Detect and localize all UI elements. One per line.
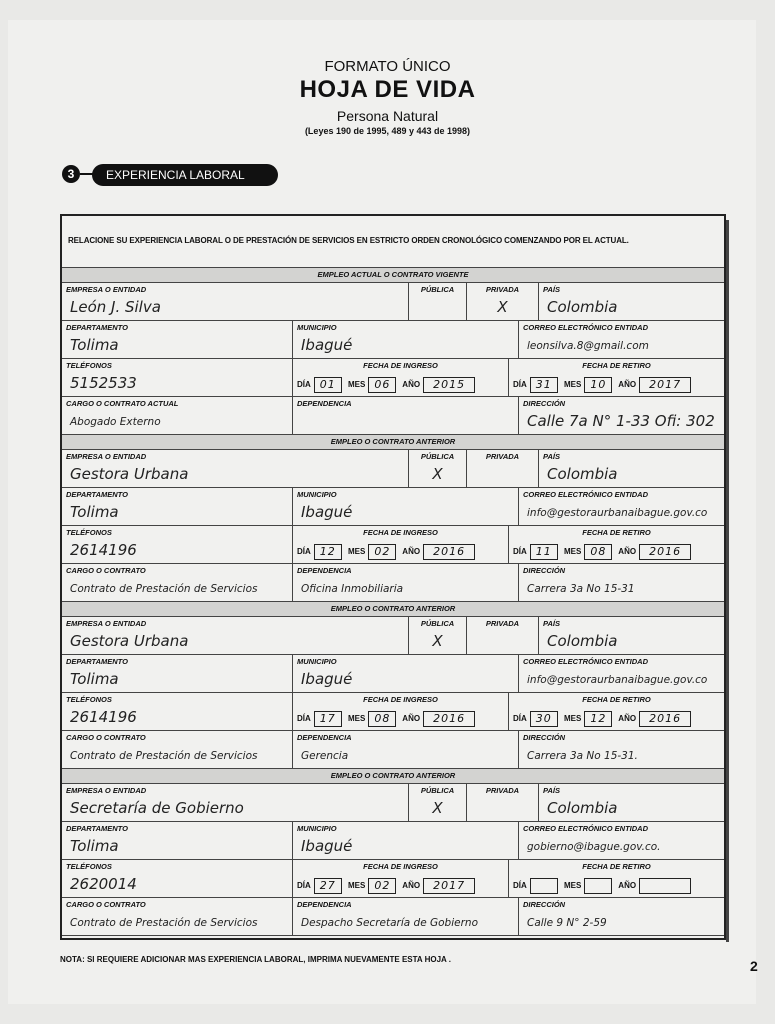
- pais-field[interactable]: [538, 616, 724, 654]
- field-label: PRIVADA: [485, 452, 520, 461]
- field-label: DEPENDENCIA: [297, 399, 352, 408]
- form-row: [62, 692, 724, 731]
- year-box: 2017: [639, 377, 691, 393]
- field-label: PAÍS: [543, 285, 560, 294]
- year-box: 2017: [423, 878, 475, 894]
- direccion-field[interactable]: [518, 396, 724, 434]
- field-label: PAÍS: [543, 452, 560, 461]
- publica-field[interactable]: [408, 783, 466, 821]
- field-label: FECHA DE RETIRO: [582, 695, 651, 704]
- form-title: HOJA DE VIDA: [299, 76, 476, 103]
- privada-field[interactable]: [466, 282, 538, 320]
- day-box: 01: [314, 377, 342, 393]
- form-row: [62, 783, 724, 822]
- date-line: DÍA 01 MES 06 AÑO 2015: [297, 377, 479, 393]
- field-value: Oficina Inmobiliaria: [301, 583, 404, 595]
- correo-field[interactable]: [518, 487, 724, 525]
- field-label: TELÉFONOS: [66, 862, 112, 871]
- day-box: 27: [314, 878, 342, 894]
- empresa-field[interactable]: [62, 449, 408, 487]
- year-box: 2016: [639, 711, 691, 727]
- field-value: Despacho Secretaría de Gobierno: [301, 917, 478, 929]
- direccion-field[interactable]: [518, 730, 724, 768]
- date-line: DÍA MES AÑO: [513, 878, 695, 894]
- field-label: PAÍS: [543, 619, 560, 628]
- empresa-field[interactable]: [62, 616, 408, 654]
- form-row: [62, 487, 724, 526]
- field-value: Gestora Urbana: [70, 465, 189, 483]
- field-label: MUNICIPIO: [297, 824, 337, 833]
- empresa-field[interactable]: [62, 783, 408, 821]
- date-line: DÍA 30 MES 12 AÑO 2016: [513, 711, 695, 727]
- field-value: Gestora Urbana: [70, 632, 189, 650]
- municipio-field[interactable]: [292, 487, 518, 525]
- month-box: 08: [584, 544, 612, 560]
- field-label: EMPRESA O ENTIDAD: [66, 619, 147, 628]
- dependencia-field[interactable]: [292, 396, 518, 434]
- form-row: [62, 563, 724, 602]
- municipio-field[interactable]: [292, 821, 518, 859]
- field-value: 2620014: [70, 875, 137, 893]
- page-number: 2: [750, 958, 758, 974]
- form-row: [62, 282, 724, 321]
- field-label: CARGO O CONTRATO ACTUAL: [66, 399, 179, 408]
- form-type: FORMATO ÚNICO: [324, 58, 451, 75]
- dependencia-field[interactable]: [292, 730, 518, 768]
- day-box: 31: [530, 377, 558, 393]
- publica-field[interactable]: [408, 616, 466, 654]
- field-label: CORREO ELECTRÓNICO ENTIDAD: [523, 490, 649, 499]
- field-value: Contrato de Prestación de Servicios: [70, 750, 258, 762]
- field-label: FECHA DE RETIRO: [582, 862, 651, 871]
- cargo-field[interactable]: [62, 897, 292, 935]
- pais-field[interactable]: [538, 783, 724, 821]
- form-shadow: [726, 220, 729, 942]
- dependencia-field[interactable]: [292, 897, 518, 935]
- field-label: MUNICIPIO: [297, 490, 337, 499]
- field-label: EMPRESA O ENTIDAD: [66, 285, 147, 294]
- pais-field[interactable]: [538, 449, 724, 487]
- month-box: 10: [584, 377, 612, 393]
- field-value: Tolima: [70, 837, 119, 855]
- date-line: DÍA 12 MES 02 AÑO 2016: [297, 544, 479, 560]
- form-row: [62, 897, 724, 936]
- field-value: Abogado Externo: [70, 416, 161, 428]
- day-box: [530, 878, 558, 894]
- publica-field[interactable]: [408, 282, 466, 320]
- month-box: 02: [368, 544, 396, 560]
- fecha-retiro-field[interactable]: [508, 859, 724, 897]
- form-row: [62, 730, 724, 769]
- day-box: 12: [314, 544, 342, 560]
- publica-field[interactable]: [408, 449, 466, 487]
- field-value: X: [497, 298, 508, 316]
- form-row: [62, 654, 724, 693]
- field-value: León J. Silva: [70, 298, 161, 316]
- departamento-field[interactable]: [62, 487, 292, 525]
- day-box: 11: [530, 544, 558, 560]
- field-label: DEPENDENCIA: [297, 566, 352, 575]
- telefonos-field[interactable]: [62, 692, 292, 730]
- field-label: PRIVADA: [485, 786, 520, 795]
- correo-field[interactable]: [518, 654, 724, 692]
- job-band: EMPLEO O CONTRATO ANTERIOR: [62, 602, 724, 617]
- experience-form: [60, 214, 726, 940]
- field-label: TELÉFONOS: [66, 528, 112, 537]
- field-label: DEPARTAMENTO: [66, 657, 128, 666]
- field-label: CARGO O CONTRATO: [66, 566, 146, 575]
- direccion-field[interactable]: [518, 563, 724, 601]
- field-label: CARGO O CONTRATO: [66, 733, 146, 742]
- field-value: Colombia: [547, 465, 618, 483]
- direccion-field[interactable]: [518, 897, 724, 935]
- field-label: CORREO ELECTRÓNICO ENTIDAD: [523, 323, 649, 332]
- year-box: 2016: [639, 544, 691, 560]
- privada-field[interactable]: [466, 449, 538, 487]
- field-value: Ibagué: [301, 670, 353, 688]
- telefonos-field[interactable]: [62, 525, 292, 563]
- telefonos-field[interactable]: [62, 859, 292, 897]
- field-label: MUNICIPIO: [297, 657, 337, 666]
- field-value: Secretaría de Gobierno: [70, 799, 244, 817]
- field-label: DEPARTAMENTO: [66, 824, 128, 833]
- field-value: leonsilva.8@gmail.com: [527, 340, 649, 352]
- field-label: FECHA DE RETIRO: [582, 528, 651, 537]
- job-band: EMPLEO O CONTRATO ANTERIOR: [62, 769, 724, 784]
- field-value: 2614196: [70, 541, 137, 559]
- year-box: 2016: [423, 544, 475, 560]
- field-label: FECHA DE INGRESO: [363, 695, 438, 704]
- form-subtitle: Persona Natural: [336, 108, 439, 124]
- form-row: [62, 320, 724, 359]
- field-label: PÚBLICA: [420, 452, 455, 461]
- cargo-field[interactable]: [62, 396, 292, 434]
- form-row: [62, 449, 724, 488]
- form-row: [62, 859, 724, 898]
- field-value: X: [432, 632, 443, 650]
- year-box: [639, 878, 691, 894]
- job-block: [62, 769, 724, 936]
- job-block: [62, 435, 724, 602]
- section-number: 3: [62, 165, 80, 183]
- fecha-retiro-field[interactable]: [508, 525, 724, 563]
- field-label: TELÉFONOS: [66, 695, 112, 704]
- field-value: Contrato de Prestación de Servicios: [70, 917, 258, 929]
- field-label: DEPENDENCIA: [297, 733, 352, 742]
- field-label: PÚBLICA: [420, 285, 455, 294]
- field-label: DEPARTAMENTO: [66, 323, 128, 332]
- year-box: 2015: [423, 377, 475, 393]
- field-label: PRIVADA: [485, 285, 520, 294]
- departamento-field[interactable]: [62, 654, 292, 692]
- field-label: PÚBLICA: [420, 619, 455, 628]
- field-label: PRIVADA: [485, 619, 520, 628]
- fecha-ingreso-field[interactable]: [292, 525, 508, 563]
- field-label: EMPRESA O ENTIDAD: [66, 786, 147, 795]
- section-title: EXPERIENCIA LABORAL: [92, 164, 278, 186]
- pais-field[interactable]: [538, 282, 724, 320]
- date-line: DÍA 31 MES 10 AÑO 2017: [513, 377, 695, 393]
- dependencia-field[interactable]: [292, 563, 518, 601]
- form-laws: (Leyes 190 de 1995, 489 y 443 de 1998): [304, 126, 471, 136]
- cargo-field[interactable]: [62, 730, 292, 768]
- form-row: [62, 821, 724, 860]
- month-box: [584, 878, 612, 894]
- field-value: Tolima: [70, 670, 119, 688]
- field-value: Ibagué: [301, 503, 353, 521]
- municipio-field[interactable]: [292, 654, 518, 692]
- field-label: FECHA DE INGRESO: [363, 862, 438, 871]
- job-band: EMPLEO O CONTRATO ANTERIOR: [62, 435, 724, 450]
- field-label: PÚBLICA: [420, 786, 455, 795]
- job-block: [62, 268, 724, 435]
- field-value: Tolima: [70, 336, 119, 354]
- field-value: info@gestoraurbanaibague.gov.co: [527, 507, 708, 519]
- field-value: Calle 9 N° 2-59: [527, 917, 607, 929]
- field-value: gobierno@ibague.gov.co.: [527, 841, 661, 853]
- field-value: Tolima: [70, 503, 119, 521]
- cargo-field[interactable]: [62, 563, 292, 601]
- field-label: DIRECCIÓN: [523, 566, 566, 575]
- field-label: FECHA DE INGRESO: [363, 361, 438, 370]
- field-value: 5152533: [70, 374, 137, 392]
- month-box: 08: [368, 711, 396, 727]
- form-row: [62, 358, 724, 397]
- note-text: SI REQUIERE ADICIONAR MAS EXPERIENCIA LABORAL, IMPRIMA NUEVAMENTE ESTA HOJA .: [84, 955, 451, 964]
- field-label: DIRECCIÓN: [523, 399, 566, 408]
- field-label: CORREO ELECTRÓNICO ENTIDAD: [523, 824, 649, 833]
- job-band: EMPLEO ACTUAL O CONTRATO VIGENTE: [62, 268, 724, 283]
- empresa-field[interactable]: [62, 282, 408, 320]
- field-label: DEPARTAMENTO: [66, 490, 128, 499]
- privada-field[interactable]: [466, 783, 538, 821]
- field-value: Contrato de Prestación de Servicios: [70, 583, 258, 595]
- day-box: 30: [530, 711, 558, 727]
- field-label: DIRECCIÓN: [523, 900, 566, 909]
- field-value: Colombia: [547, 799, 618, 817]
- form-row: [62, 616, 724, 655]
- municipio-field[interactable]: [292, 320, 518, 358]
- field-label: EMPRESA O ENTIDAD: [66, 452, 147, 461]
- field-label: DEPENDENCIA: [297, 900, 352, 909]
- field-label: MUNICIPIO: [297, 323, 337, 332]
- field-value: Carrera 3a No 15-31: [527, 583, 635, 595]
- field-value: Colombia: [547, 298, 618, 316]
- field-label: PAÍS: [543, 786, 560, 795]
- form-row: [62, 525, 724, 564]
- field-label: FECHA DE INGRESO: [363, 528, 438, 537]
- telefonos-field[interactable]: [62, 358, 292, 396]
- year-box: 2016: [423, 711, 475, 727]
- field-value: Ibagué: [301, 837, 353, 855]
- field-label: CARGO O CONTRATO: [66, 900, 146, 909]
- departamento-field[interactable]: [62, 320, 292, 358]
- month-box: 06: [368, 377, 396, 393]
- month-box: 12: [584, 711, 612, 727]
- form-row: [62, 396, 724, 435]
- field-value: Calle 7a N° 1-33 Ofi: 302: [527, 412, 715, 430]
- field-label: TELÉFONOS: [66, 361, 112, 370]
- field-label: DIRECCIÓN: [523, 733, 566, 742]
- note-label: NOTA:: [60, 955, 85, 964]
- field-value: X: [432, 465, 443, 483]
- fecha-ingreso-field[interactable]: [292, 692, 508, 730]
- field-label: CORREO ELECTRÓNICO ENTIDAD: [523, 657, 649, 666]
- privada-field[interactable]: [466, 616, 538, 654]
- correo-field[interactable]: [518, 821, 724, 859]
- field-value: Gerencia: [301, 750, 349, 762]
- field-value: Ibagué: [301, 336, 353, 354]
- job-block: [62, 602, 724, 769]
- month-box: 02: [368, 878, 396, 894]
- field-value: Colombia: [547, 632, 618, 650]
- fecha-ingreso-field[interactable]: [292, 859, 508, 897]
- fecha-retiro-field[interactable]: [508, 692, 724, 730]
- date-line: DÍA 27 MES 02 AÑO 2017: [297, 878, 479, 894]
- date-line: DÍA 17 MES 08 AÑO 2016: [297, 711, 479, 727]
- field-value: 2614196: [70, 708, 137, 726]
- fecha-ingreso-field[interactable]: [292, 358, 508, 396]
- correo-field[interactable]: [518, 320, 724, 358]
- field-value: info@gestoraurbanaibague.gov.co: [527, 674, 708, 686]
- fecha-retiro-field[interactable]: [508, 358, 724, 396]
- departamento-field[interactable]: [62, 821, 292, 859]
- form-instructions: RELACIONE SU EXPERIENCIA LABORAL O DE PRESTACIÓN DE SERVICIOS EN ESTRICTO ORDEN CRONOLÓGICO COMENZANDO POR EL ACTUAL.: [62, 216, 724, 268]
- day-box: 17: [314, 711, 342, 727]
- footer-note: [60, 955, 451, 964]
- field-label: FECHA DE RETIRO: [582, 361, 651, 370]
- field-value: Carrera 3a No 15-31.: [527, 750, 638, 762]
- field-value: X: [432, 799, 443, 817]
- date-line: DÍA 11 MES 08 AÑO 2016: [513, 544, 695, 560]
